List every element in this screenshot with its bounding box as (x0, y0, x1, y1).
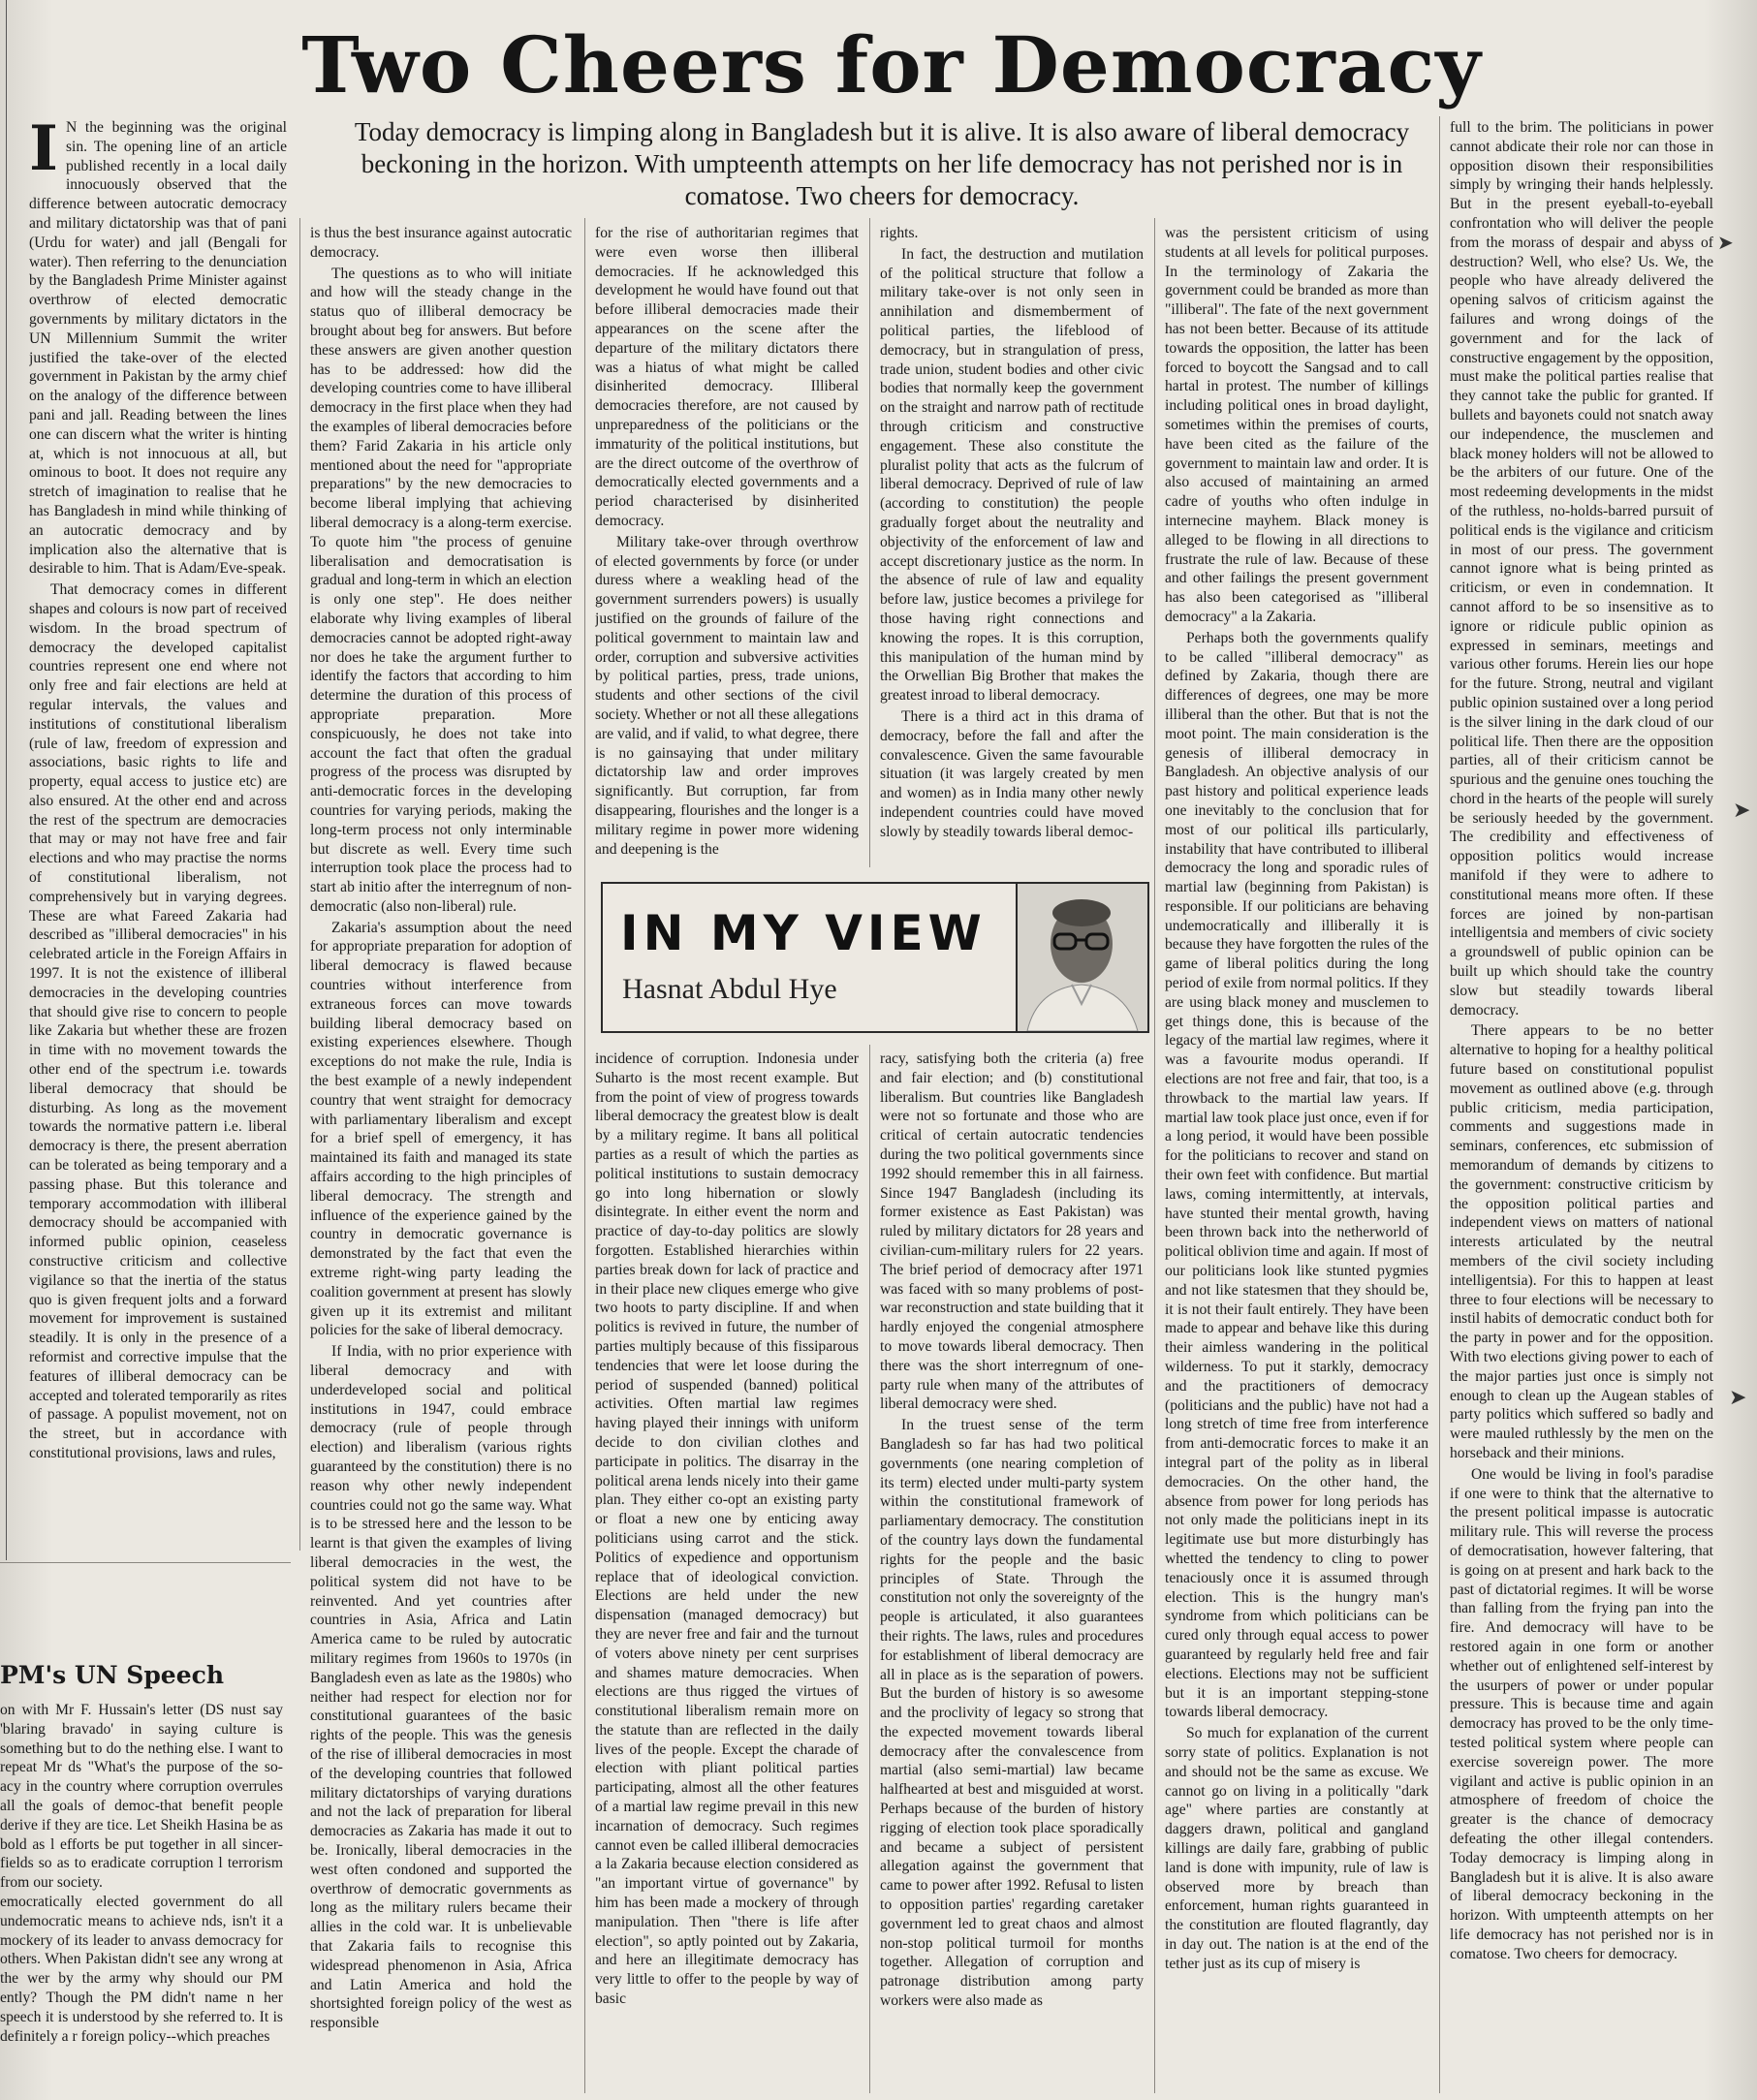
column-divider (869, 1045, 870, 2093)
article-deck: Today democracy is limping along in Bangladesh but it is alive. It is also aware of liberal democracy beckoning in the horizon. With umpteenth attempts on her life democracy has not perished nor is in comatose. Two cheers for democracy. (354, 117, 1410, 210)
article-paragraph: So much for explanation of the current sorry state of politics. Explanation is not and should not be the same as excuse. We cannot go on living in a politically "dark age" where parties are constantly at daggers drawn, political and gangland killings are daily fare, grabbing of public land is done with impunity, rule of law is observed more by breach than enforcement, human rights guaranteed in the constitution are flouted flagrantly, day in day out. The nation is at the end of the tether just as its cup of misery is (1165, 1725, 1428, 1972)
binding-clip-icon: ➤ (1733, 799, 1751, 823)
article-column-2 (310, 224, 572, 2094)
author-byline: Hasnat Abdul Hye (622, 973, 837, 1005)
article-paragraph: In fact, the destruction and mutilation of the political structure that follow a military take-over is not only seen in annihilation and dismemberment of political parties, the lifeblood of democracy, but in strangulation of press, trade union, student bodies and other civic bodies that normally keep the government on the straight and narrow path of rectitude through criticism and constructive engagement. These also constitute the pluralist polity that acts as the fulcrum of liberal democracy. Deprived of rule of law (according to constitution) the people gradually forget about the neutrality and objectivity of the enforcement of law and accept discretionary justice as the norm. In the absence of rule of law and equality before law, justice becomes a privilege for those having right connections and knowing the ropes. It is this corruption, this manipulation of the human mind by the Orwellian Big Brother that makes the greatest inroad to liberal democracy. (880, 245, 1144, 705)
article-column-4-top (880, 224, 1144, 863)
article-paragraph: The questions as to who will initiate and how will the steady change in the status quo of illiberal democracy be brought about beg for answers. But before these answers are given another question has to be addressed: how did the developing countries come to have illiberal democracy in the first place when they had the examples of liberal democracies before them? Farid Zakaria in his article only mentioned about the need for "appropriate preparations" by the new democracies to become liberal implying that achieving liberal democracy is a along-term exercise. To quote him "the process of genuine liberalisation and democratisation is gradual and long-term in which an election is only one step". He does neither elaborate why living examples of liberal democracies cannot be adopted right-away nor does he take the argument further to identify the factors that according to him determine the duration of this process of appropriate preparation. More conspicuously, he does not take into account the fact that often the gradual progress of the process was disrupted by anti-democratic forces in the developing countries for varying periods, making the long-term process not only interminable but discrete as well. Every time such interruption took place the process had to start ab initio after the interregnum of non-democratic (also non-liberal) rule. (310, 265, 572, 915)
article-column-3-top (595, 224, 859, 863)
page-edge-rule (6, 0, 7, 1560)
article-paragraph: full to the brim. The politicians in power cannot abdicate their role nor can those in opposition disown their responsibilities simply by wringing their hands helplessly. But in the present eyeball-to-eyeball confrontation who will deliver the people from the morass of despair and abyss of destruction? Well, who else? Us. We, the people who have already delivered the opening salvos of criticism against the failures and wrong doings of the government and for the lack of constructive engagement by the opposition, must make the political parties realise that they cannot take the public for granted. If bullets and bayonets could not snatch away our independence, the musclemen and black money holders will not be allowed to be the arbiters of our future. One of the most redeeming developments in the midst of the ruthless, no-holds-barred pursuit of political ends is the vigilance and criticism in most of our press. The government cannot ignore what is being printed as criticism, or even in condemnation. It cannot afford to be so insensitive as to ignore or ridicule public opinion as expressed in seminars, meetings and various other forums. Herein lies our hope for the future. Strong, neutral and vigilant public opinion sustained over a long period is the silver lining in the dark cloud of our political life. Then there are the opposition parties, all of their criticism cannot be spurious and the genuine ones touching the chord in the hearts of the people will surely be seriously heeded by the government. The credibility and effectiveness of opposition politics would increase manifold if they were to adhere to constitutional means more often. If these forces are joined by non-partisan intelligentsia and members of civic society a groundswell of public opinion can be built up which should take the country slow but steadily towards liberal democracy. (1450, 119, 1713, 1019)
column-divider (584, 218, 585, 2093)
article-paragraph: Perhaps both the governments qualify to be called "illiberal democracy" as defined by Zakaria, though there are differences of degrees, one may be more illiberal than the other. But that is not the moot point. The main consideration is the genesis of illiberal democracy in Bangladesh. An objective analysis of our past history and political experience leads one inevitably to the conclusion that for most of our political ills particularly, instability that have contributed to illiberal democracy the long and sporadic rules of martial law (beginning from Pakistan) is responsible. If our politicians are behaving undemocratically and illiberally it is because they have forgotten the rules of the game of liberal politics during the long period of exile from normal politics. If they are using black money and musclemen to get things done, this is because of the legacy of the martial law regimes, where it was a favourite modus operandi. If elections are not free and fair, that too, is a throwback to the martial law years. If martial law took place just once, even if for a long period, it would have been possible for the politicians to recover and stand on their own feet with confidence. But martial laws, coming intermittently, at intervals, have stunted their mental growth, having been thrown back into the netherworld of political oblivion time and again. If most of our politicians look like stunted pygmies and not like statesmen that they should be, it is not their fault entirely. They have been made to appear and behave like this during their aimless wandering in the political wilderness. To put it starkly, democracy and the practitioners of democracy (politicians and the public) have not had a long stretch of time free from interference from anti-democratic forces to make it an integral part of the polity as in liberal democracies. On the other hand, the absence from power for long periods has not only made the politicians inept in its legitimate use but more disturbingly has whetted the tendency to cling to power tenaciously once it is assumed through election. This is the hungry man's syndrome from which politicians can be cured only through equal access to power guaranteed by regularly held free and fair elections. Elections may not be sufficient but it is an important stepping-stone towards liberal democracy. (1165, 629, 1428, 1721)
article-paragraph: Zakaria's assumption about the need for appropriate preparation for adoption of liberal democracy is flawed because countries without interference from extraneous forces can move towards building liberal democracy based on existing experiences elsewhere. Though exceptions do not make the rule, India is the best example of a newly independent country that went straight for democracy with parliamentary liberalism and except for a brief spell of emergency, it has maintained its faith and managed its state affairs according to the high principles of liberal democracy. The strength and influence of the experience gained by the country in democratic governance is demonstrated by the fact that even the extreme right-wing party leading the coalition government at present has slowly given up it its extremist and militant policies for the sake of liberal democracy. (310, 919, 572, 1339)
article-paragraph: If India, with no prior experience with liberal democracy and with underdeveloped social and political institutions in 1947, could embrace democracy (rule of people through election) and liberalism (various rights guaranteed by the constitution) there is no reason why other newly independent countries could not go the same way. What is to be stressed here and the lesson to be learnt is that given the examples of living liberal democracies in the west, the political system did not have to be reinvented. And yet countries after countries in Asia, Africa and Latin America came to be ruled by autocratic military regimes from 1960s to 1970s (in Bangladesh even as late as the 1980s) who neither had respect for election nor for constitutional guarantees of the basic rights of the people. This was the genesis of the rise of illiberal democracies in most of the developing countries that followed military dictatorships of varying durations and not the lack of preparation for liberal democracies as Zakaria has made it out to be. Ironically, liberal democracies in the west often condoned and supported the overthrow of democratic governments as long as the military rulers became their allies in the cold war. It is unbelievable that Zakaria fails to recognise this widespread phenomenon in Asia, Africa and Latin America and hold the shortsighted foreign policy of the west as responsible (310, 1343, 572, 2032)
article-paragraph: One would be living in fool's paradise if one were to think that the alternative to the present political impasse is autocratic military rule. This will reverse the process of democratisation, however faltering, that is going on at present and hark back to the past of dictatorial regimes. It will be worse than falling from the frying pan into the fire. And democracy will have to be restored again in one form or another whether out of enlightened self-interest by the usurpers of power or under popular pressure. This is because time and again democracy has proved to be the only time-tested political system where people can exercise sovereign power. The more vigilant and active is public opinion in an atmosphere of freedom of choice the greater is the chance of democracy defeating the other illegal contenders. Today democracy is limping along in Bangladesh but it is alive. It is also aware of liberal democracy beckoning in the horizon. With umpteenth attempts on her life democracy has not perished nor is in comatose. Two cheers for democracy. (1450, 1465, 1713, 1962)
article-column-4-bottom (880, 1050, 1144, 2096)
article-column-5 (1165, 224, 1428, 2094)
column-divider (299, 218, 300, 1551)
article-paragraph: I N the beginning was the original sin. The opening line of an article published recently in a local daily innocuously observed that the difference between autocratic democracy and military dictatorship was that of pani (Urdu for water) and jall (Bengali for water). Then referring to the denunciation by the Bangladesh Prime Minister against overthrow of elected democratic governments by military dictators in the UN Millennium Summit the writer justified the take-over of the elected government in Pakistan by the army chief on the analogy of the difference between pani and jall. Reading between the lines one can discern what the writer is hinting at, which is not innocuous at all, but ominous to boot. It does not require any stretch of imagination to realise that he has Bangladesh in mind while thinking of an autocratic democracy and by implication also the alternative that is desirable to him. That is Adam/Eve-speak. (29, 118, 287, 578)
article-paragraph: rights. (880, 225, 919, 241)
article-paragraph: There is a third act in this drama of democracy, before the fall and after the convalescence. Given the same favourable situation (it was largely created by men and women) as in India many other newly independent countries could have moved slowly by steadily towards liberal democ- (880, 707, 1144, 840)
binding-clip-icon: ➤ (1717, 231, 1734, 254)
article-paragraph: is thus the best insurance against autocratic democracy. (310, 225, 572, 261)
binding-clip-icon: ➤ (1729, 1386, 1747, 1410)
column-divider (1439, 116, 1440, 2093)
column-title: IN MY VIEW (620, 905, 987, 961)
author-photo (1016, 884, 1147, 1031)
article-headline: Two Cheers for Democracy (301, 19, 1482, 110)
article-paragraph: In the truest sense of the term Bangladesh so far has had two political governments (one nearing completion of its term) elected under multi-party system within the constitutional framework of parliamentary democracy. The constitution of the country lays down the fundamental rights for the people and the basic principles of State. Through the constitution not only the sovereignty of the people is articulated, it also guarantees their rights. The laws, rules and procedures for establishment of liberal democracy are all in place as is the separation of powers. But the burden of history is so awesome and the proclivity of legacy so strong that the expected movement towards liberal democracy after the convalescence from martial (also semi-martial) law became halfhearted at best and misguided at worst. Perhaps because of the burden of history rigging of election took place sporadically and became a subject of persistent allegation against the government that came to power after 1992. Refusal to listen to opposition parties' regarding caretaker government led to great chaos and almost non-stop political turmoil for months together. Allegation of corruption and patronage distribution among party workers were also made as (880, 1417, 1144, 2010)
column-divider (1154, 218, 1155, 2093)
article-paragraph: for the rise of authoritarian regimes that were even worse then illiberal democracies. If he acknowledged this development he would have found out that before illiberal democracies made their appearances on the scene after the departure of the military dictators there was a hiatus of what might be called disinherited democracy. Illiberal democracies therefore, are not caused by unpreparedness of the politicians or the immaturity of the political institutions, but are the direct outcome of the overthrow of democratically elected governments and a period characterised by disinherited democracy. (595, 225, 859, 529)
column-divider (869, 218, 870, 867)
drop-cap: I (29, 118, 58, 185)
sidebar-letter (0, 1701, 283, 2098)
article-column-1 (29, 118, 287, 1548)
article-paragraph: was the persistent criticism of using students at all levels for political purposes. In the terminology of Zakaria the government could be branded as more than "illiberal". The fate of the next government has not been better. Because of its attitude towards the opposition, the latter has been forced to boycott the Sangsad and to call hartal in protest. The number of killings including political ones in broad daylight, sometimes within the premises of courts, have been cited as the failure of the government to maintain law and order. It is also accused of maintaining an armed cadre of youths who often indulge in internecine mayhem. Black money is alleged to be flowing in all directions to frustrate the rule of law. Because of these and other failings the present government has also been categorised as "illiberal democracy" a la Zakaria. (1165, 225, 1428, 625)
article-paragraph: incidence of corruption. Indonesia under Suharto is the most recent example. But from the point of view of progress towards liberal democracy the greatest blow is dealt by a military regime. It bans all political parties as a result of which the parties as political institutions to sustain democracy go into long hibernation or slowly disintegrate. In either event the norm and practice of day-to-day politics are slowly forgotten. Established hierarchies within parties break down for lack of practice and in their place new cliques emerge who give two hoots to party discipline. If and when politics is revived in future, the number of parties multiply because of this fissiparous tendencies that were let loose during the period of suspended (banned) political activities. Often martial law regimes having played their innings with uniform decide to don civilian clothes and participate in politics. The disarray in the political arena lends nicely into their game plan. They either co-opt an existing party or float a new one by enticing away politicians using carrot and the stick. Politics of expedience and opportunism replace that of ideological conviction. Elections are held under the new dispensation (managed democracy) but they are never free and fair and the turnout of voters above ninety per cent surprises and shames mature democracies. When elections are thus rigged the virtues of constitutional liberalism remain more on the statute than are reflected in the daily lives of the people. Except the charade of election with pliant political parties participating, almost all the other features of a martial law regime prevail in this new incarnation of democracy. Such regimes cannot even be called illiberal democracies a la Zakaria because election considered as "an important virtue of governance" by him has been made a mockery of through manipulation. Then "there is life after election", so aptly pointed out by Zakaria, and here an illegitimate democracy has very little to offer to the people by way of basic (595, 1050, 859, 2008)
article-column-3-bottom (595, 1050, 859, 2096)
sidebar-headline: PM's UN Speech (0, 1661, 225, 1689)
article-paragraph: racy, satisfying both the criteria (a) free and fair election; and (b) constitutional liberalism. But countries like Bangladesh were not so fortunate and those who are critical of certain autocratic tendencies during the two political governments since 1992 should remember this in all fairness. Since 1947 Bangladesh (including its former existence as East Pakistan) was ruled by military dictators for 28 years and civilian-cum-military rulers for 22 years. The brief period of democracy after 1971 was faced with so many problems of post-war reconstruction and state building that it hardly enjoyed the congenial atmosphere to move towards liberal democracy. Then there was the short interregnum of one-party rule when many of the attributes of liberal democracy were shed. (880, 1050, 1144, 1413)
sidebar-paragraph: on with Mr F. Hussain's letter (DS nust say 'blaring bravado' in saying culture is something but to do the nething else. I want to repeat Mr ds "What's the purpose of the so-acy in the country where corruption overrules all the goals of democ-that benefit people derive if they are tice. Let Sheikh Hasina be as bold as l efforts be put together in all sincer-fields so as to eradicate corruption l terrorism from our society. (0, 1702, 283, 1892)
sidebar-paragraph: emocratically elected government do all undemocratic means to achieve nds, isn't it a mockery of its leader to anvass democracy for others. When Pakistan didn't see any wrong at the wer by the army why should our PM ently? Though the PM didn't name n her speech it is understood by she referred to. It is definitely a r foreign policy--which preaches (0, 1893, 283, 2045)
article-column-6 (1450, 118, 1713, 2095)
sidebar-divider (0, 1562, 291, 1563)
article-paragraph: That democracy comes in different shapes and colours is now part of received wisdom. In the broad spectrum of democracy the developed capitalist countries represent one end where not only free and fair elections are held at regular intervals, the values and institutions of constitutional liberalism (rule of law, freedom of expression and associations, basic rights to life and property, equal access to justice etc) are also ensured. At the other end and across the rest of the spectrum are democracies that may or may not have free and fair elections and who may practise the norms of constitutional liberalism, not comprehensively but in varying degrees. These are what Fareed Zakaria had described as "illiberal democracies" in his celebrated article in the Foreign Affairs in 1997. It is not the existence of illiberal democracies in the developing countries that should give rise to concern to people like Zakaria but whether these are frozen in time with no movement towards the other end of the spectrum i.e. towards liberal democracy that should be disturbing. As long as the movement towards the normative pattern i.e. liberal democracy is there, the present aberration can be tolerated as being temporary and a passing phase. But this tolerance and temporary accommodation with illiberal democracy should be accompanied with informed public opinion, ceaseless constructive criticism and collective vigilance so that the inertia of the status quo is given frequent jolts and a forward movement for improvement is sustained steadily. It is only in the presence of a reformist and corrective impulse that the features of illiberal democracy can be accepted and tolerated temporarily as rites of passage. A populist movement, not on the street, but in accordance with constitutional provisions, laws and rules, (29, 581, 287, 1461)
article-paragraph: Military take-over through overthrow of elected governments by force (or under duress where a weakling head of the government surrenders powers) is usually justified on the grounds of failure of the political government to maintain law and order, corruption and subversive activities by political parties, press, trade unions, students and other sections of the civil society. Whether or not all these allegations are valid, and if valid, to what degree, there is no gainsaying that under military dictatorship law and order improves significantly. But corruption, far from disappearing, flourishes and the longer is a military regime in power more widening and deepening is the (595, 533, 859, 858)
author-portrait-icon (1018, 884, 1147, 1031)
in-my-view-box (601, 882, 1149, 1033)
article-paragraph: There appears to be no better alternative to hoping for a healthy political future based on constitutional populist movement as outlined above (e.g. through public criticism, media participation, comments and suggestions made in seminars, conferences, etc submission of memorandum of demands by citizens to the government: constructive criticism by the opposition political parties and independent views on matters of national interests articulated by the neutral members of the civil society including intelligentsia). For this to happen at least three to four elections will be necessary to instil habits of democratic conduct both for the party in power and for the opposition. With two elections giving power to each of the major parties just once is simply not enough to clean up the Augean stables of party politics which suffered so badly and were mauled ruthlessly by the men on the horseback and their minions. (1450, 1022, 1713, 1461)
